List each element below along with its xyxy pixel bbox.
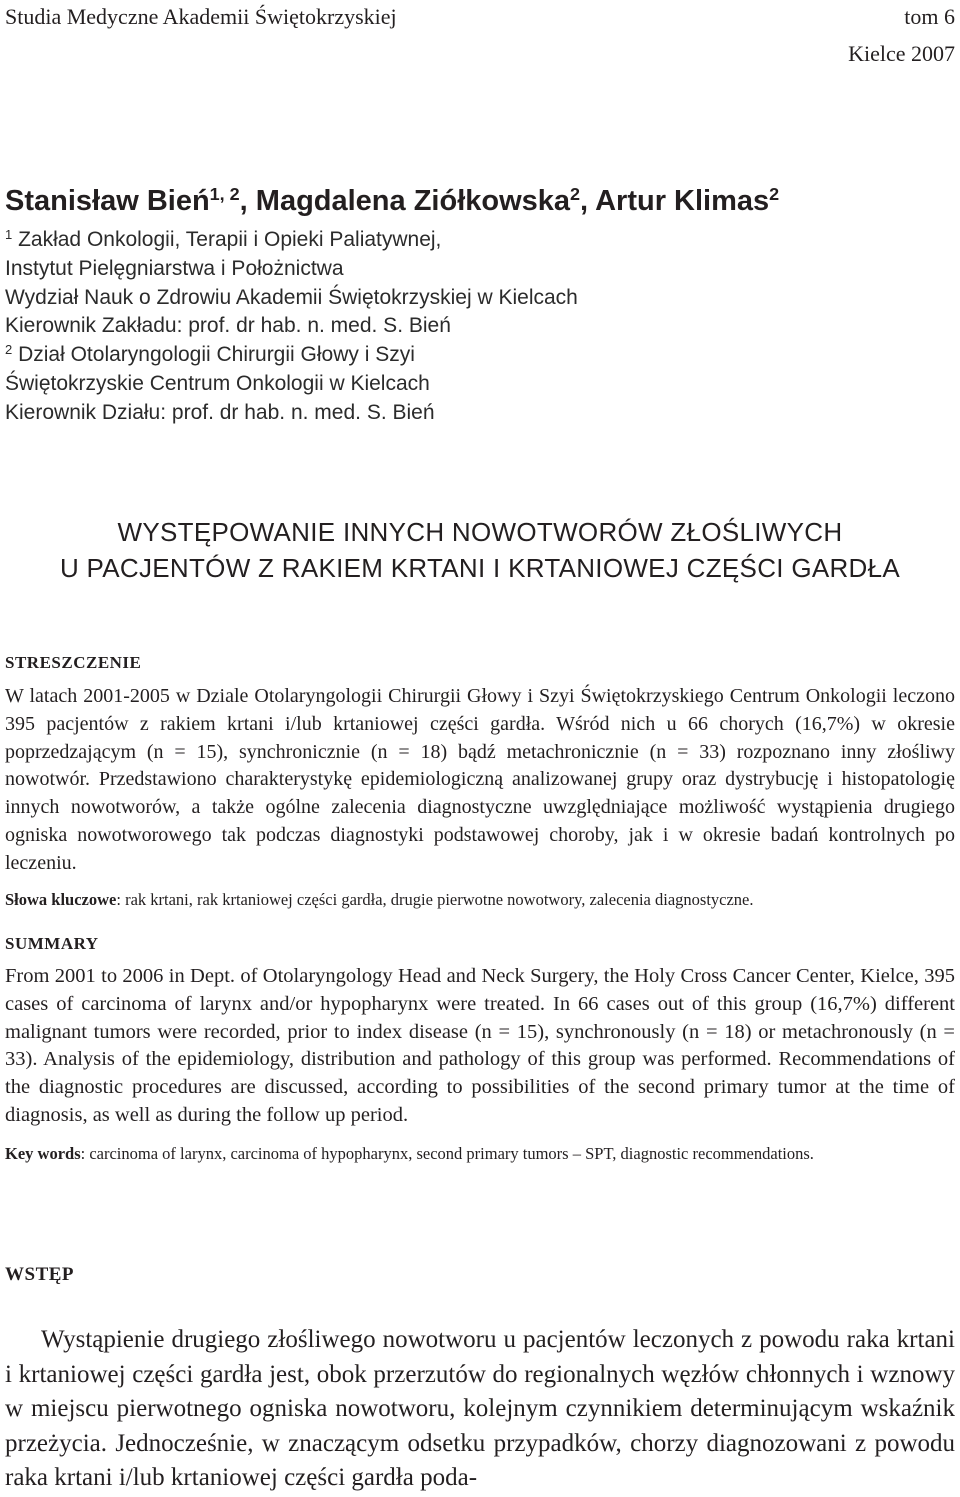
- author-list: [5, 183, 779, 219]
- summary-text: From 2001 to 2006 in Dept. of Otolaryngology Head and Neck Surgery, the Holy Cross Cancer Center, Kielce, 395 cases of carcinoma of larynx and/or hypopharynx were treated. In 66 cases out of this group (16,7%) different malignant tumors were recorded, prior to index disease (n = 15), synchronously (n = 18) or metachronously (n = 33). Analysis of the epidemiology, distribution and pathology of this group was performed. Recommendations of the diagnostic procedures are discussed, according to possibilities of the second primary tumor at the time of diagnosis, as well as during the follow up period.: [5, 965, 955, 1126]
- keywords-en: [5, 1141, 955, 1166]
- keywords-en-label: Key words: [5, 1144, 81, 1163]
- author-affiliation-mark: 1, 2: [209, 184, 240, 205]
- author-name: Artur Klimas: [595, 185, 770, 217]
- keywords-pl-text: : rak krtani, rak krtaniowej części gardła, drugie pierwotne nowotwory, zalecenia diagnostyczne.: [116, 890, 754, 909]
- streszczenie-text: W latach 2001-2005 w Dziale Otolaryngologii Chirurgii Głowy i Szyi Świętokrzyskiego Centrum Onkologii leczono 395 pacjentów z rakiem krtani i/lub krtaniowej części gardła. Wśród nich u 66 chorych (16,7%) w okresie poprzedzającym (n = 15), synchronicznie (n = 18) bądź metachronicznie (n = 33) rozpoznano inny złośliwy nowotwór. Przedstawiono charakterystykę epidemiologiczną analizowanej grupy oraz dystrybucję i histopatologię innych nowotworów, a także ogólne zalecenia diagnostyczne uwzględniające możliwość wystąpienia drugiego ogniska nowotworowego tak podczas diagnostyki podstawowej choroby, jak i w okresie badań kontrolnych po leczeniu.: [5, 685, 955, 874]
- title-line-1: WYSTĘPOWANIE INNYCH NOWOTWORÓW ZŁOŚLIWYCH: [117, 517, 843, 547]
- affiliation-line: $^2$ Dział Otolaryngologii Chirurgii Głowy i Szyi: [5, 342, 415, 367]
- place-year: Kielce 2007: [848, 41, 955, 66]
- journal-name: Studia Medyczne Akademii Świętokrzyskiej: [5, 4, 397, 29]
- article-title: [5, 514, 955, 586]
- affiliation-line: Kierownik Zakładu: prof. dr hab. n. med. S. Bień: [5, 314, 451, 338]
- author-separator: ,: [239, 185, 256, 217]
- affiliation-line: Świętokrzyskie Centrum Onkologii w Kielcach: [5, 371, 430, 395]
- affiliation-line: Wydział Nauk o Zdrowiu Akademii Świętokrzyskiej w Kielcach: [5, 285, 578, 309]
- affiliations: [5, 226, 578, 428]
- summary-heading: SUMMARY: [5, 934, 99, 953]
- wstep-paragraph: Wystąpienie drugiego złośliwego nowotworu u pacjentów leczonych z powodu raka krtani i krtaniowej części gardła jest, obok przerzutów do regionalnych węzłów chłonnych i wznowy w miejscu pierwotnego ogniska nowotworu, kolejnym czynnikiem determinującym wskaźnik przeżycia. Jednocześnie, w znaczącym odsetku przypadków, chorzy diagnozowani z powodu raka krtani i/lub krtaniowej części gardła poda-: [5, 1326, 955, 1491]
- author-affiliation-mark: 2: [769, 184, 780, 205]
- wstep-text: [5, 1323, 955, 1496]
- affiliation-line: Instytut Pielęgniarstwa i Położnictwa: [5, 256, 344, 280]
- keywords-en-text: : carcinoma of larynx, carcinoma of hypopharynx, second primary tumors – SPT, diagnostic recommendations.: [80, 1144, 814, 1163]
- author-name: Stanisław Bień: [5, 185, 210, 217]
- affiliation-line: Kierownik Działu: prof. dr hab. n. med. S. Bień: [5, 400, 435, 424]
- author-separator: ,: [580, 185, 596, 217]
- keywords-pl-label: Słowa kluczowe: [5, 890, 117, 909]
- volume-number: tom 6: [904, 4, 955, 29]
- affiliation-number: 2: [5, 342, 13, 358]
- author-name: Magdalena Ziółkowska: [255, 185, 571, 217]
- streszczenie-heading: STRESZCZENIE: [5, 653, 142, 672]
- title-line-2: U PACJENTÓW Z RAKIEM KRTANI I KRTANIOWEJ CZĘŚCI GARDŁA: [59, 553, 901, 583]
- keywords-pl: [5, 887, 955, 912]
- wstep-heading: WSTĘP: [5, 1264, 75, 1285]
- author-affiliation-mark: 2: [570, 184, 581, 205]
- affiliation-number: 1: [5, 226, 13, 242]
- affiliation-line: $^1$ Zakład Onkologii, Terapii i Opieki Paliatywnej,: [5, 226, 442, 251]
